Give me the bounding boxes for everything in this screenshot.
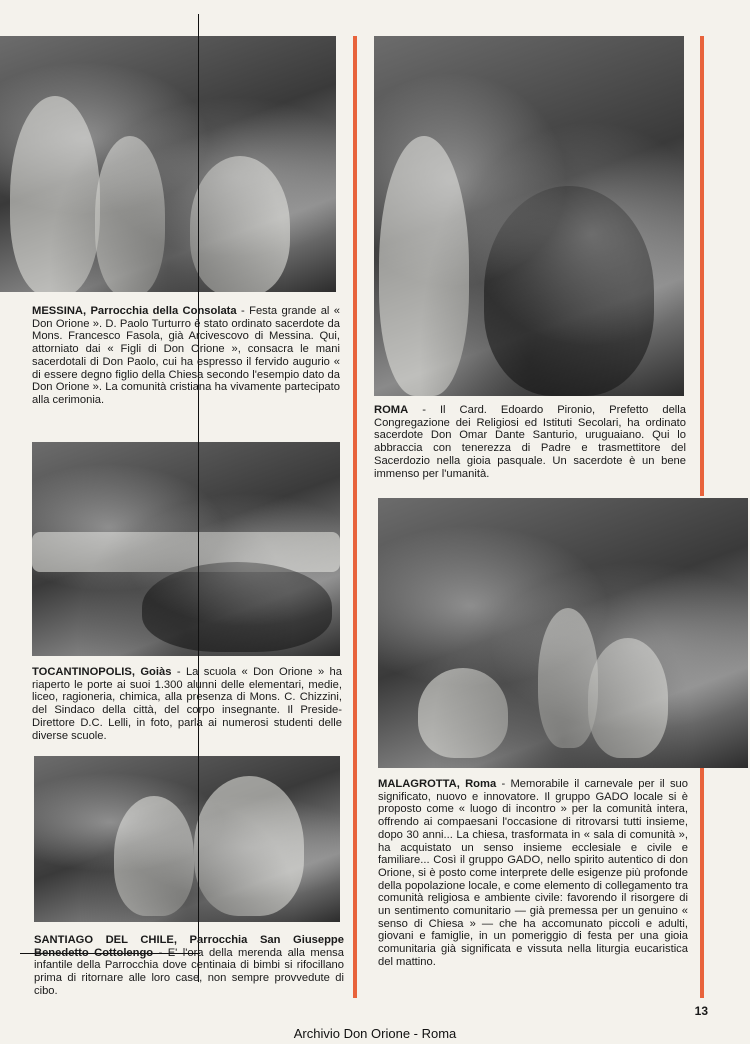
- caption-malagrotta: [378, 778, 688, 969]
- photo-tocantinopolis: [32, 442, 340, 656]
- caption-messina: [32, 305, 340, 407]
- scan-line-vertical: [198, 14, 199, 982]
- accent-rule-right: [700, 36, 704, 496]
- caption-tocantinopolis-text: - La scuola « Don Orione » ha riaperto le porte ai suoi 1.300 alunni delle elementari, medie, liceo, ragioneria, chimica, alla presenza di Mons. C. Chizzini, del Sindaco della città, del corpo insegnante. Il Preside-Direttore D.C. Lelli, in foto, parla ai numerosi studenti delle diverse scuole.: [32, 666, 342, 742]
- caption-roma-text: - Il Card. Edoardo Pironio, Prefetto della Congregazione dei Religiosi ed Istituti Secolari, ha ordinato sacerdote Don Omar Dante Santurio, uruguaiano. Qui lo abbraccia con tenerezza di Padre e trasmettitore del Sacerdozio nella gioia pasquale. Un sacerdote è un bene immenso per l'umanità.: [374, 404, 686, 480]
- photo-santiago: [34, 756, 340, 922]
- caption-messina-place: MESSINA, Parrocchia della Consolata: [32, 305, 237, 317]
- caption-malagrotta-place: MALAGROTTA, Roma: [378, 778, 497, 790]
- caption-santiago-place: SANTIAGO DEL CHILE, Parrocchia San Giuseppe Benedetto Cottolengo: [34, 934, 344, 959]
- caption-roma: [374, 404, 686, 480]
- caption-tocantinopolis-place: TOCANTINOPOLIS, Goiàs: [32, 666, 172, 678]
- caption-santiago: [34, 934, 344, 998]
- archive-footer: Archivio Don Orione - Roma: [293, 1026, 457, 1041]
- caption-roma-place: ROMA: [374, 404, 409, 416]
- caption-messina-text: - Festa grande al « Don Orione ». D. Paolo Turturro è stato ordinato sacerdote da Mons. Francesco Fasola, già Arcivescovo di Messina. Qui, attorniato dai « Figli di Don Orione », consacra le mani sacerdotali di Don Paolo, cui ha espresso il fervido augurio « di essere degno figlio della Chiesa secondo l'esempio dato da Don Orione ». La comunità cristiana ha vivamente partecipato alla cerimonia.: [32, 305, 341, 406]
- photo-malagrotta: [378, 498, 748, 768]
- caption-santiago-text: - E' l'ora della merenda alla mensa infantile della Parrocchia dove centinaia di bimbi si rifocillano prima di ritornare alle loro case, non sempre provvedute di cibo.: [34, 946, 344, 997]
- caption-tocantinopolis: [32, 666, 342, 742]
- photo-roma: [374, 36, 684, 396]
- accent-rule-right-lower: [700, 768, 704, 998]
- accent-rule-left: [353, 36, 357, 998]
- caption-malagrotta-text: - Memorabile il carnevale per il suo significato, nuovo e innovatore. Il gruppo GADO locale si è proposto come « luogo di incontro » per la comunità intera, offrendo ai compaesani l'occasione di ritrovarsi tutti insieme, dopo 30 anni... La chiesa, trasformata in « sala di comunità », ha acquistato un senso insieme ecclesiale e civile e familiare... Così il gruppo GADO, nello spirito autentico di don Orione, si è posto come interprete delle esigenze più profonde della popolazione locale, e come elemento di collegamento tra comunità religiosa e ambiente civile: favorendo il risorgere di un sentimento comunitario — già premessa per un genuino « senso di Chiesa » — che ha accomunato piccoli e adulti, giovani e famiglie, in un pomeriggio di festa per una gioia comunitaria già significata e vissuta nella liturgia eucaristica del mattino.: [378, 778, 688, 968]
- photo-messina: [0, 36, 336, 292]
- page-number: 13: [694, 1004, 708, 1018]
